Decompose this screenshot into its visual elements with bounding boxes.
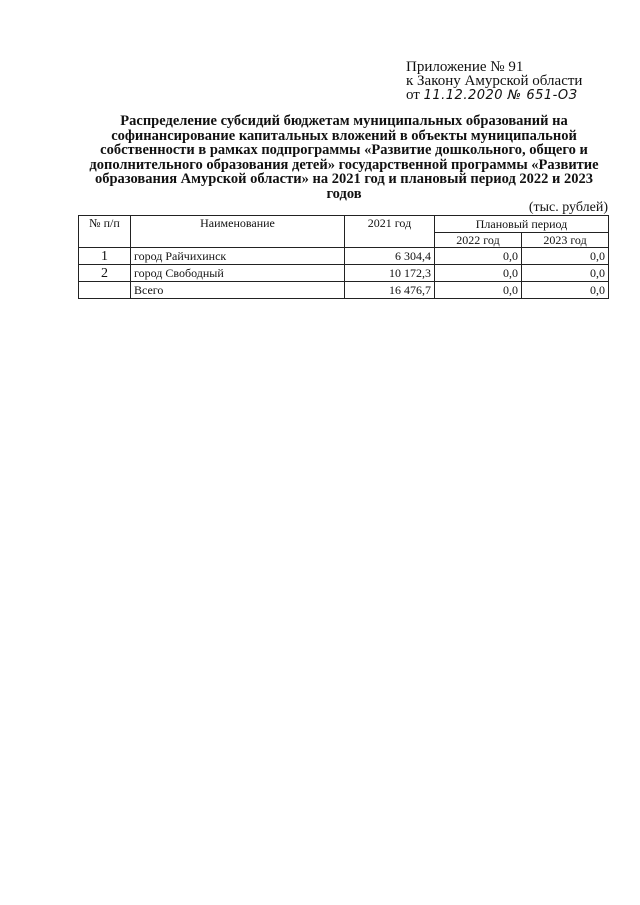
header-2022: 2022 год — [435, 233, 522, 248]
total-num-empty — [79, 282, 131, 299]
row-value-2023: 0,0 — [522, 265, 609, 282]
row-value-2023: 0,0 — [522, 248, 609, 265]
row-name: город Райчихинск — [131, 248, 345, 265]
header-2021: 2021 год — [345, 216, 435, 248]
table-row — [79, 265, 609, 282]
header-planned-period: Плановый период — [435, 216, 609, 233]
appendix-number: Приложение № 91 — [406, 59, 524, 75]
appendix-date — [406, 88, 626, 103]
document-title: Распределение субсидий бюджетам муниципальных образований на софинансирование капитальных вложений в объекты муниципальной собственности в рамках подпрограммы «Развитие дошкольного, общего и дополнительного образования детей» государственной программы «Развитие образования Амурской области» на 2021 год и плановый период 2022 и 2023 годов — [89, 113, 599, 202]
appendix-block — [406, 60, 626, 103]
row-value-2022: 0,0 — [435, 248, 522, 265]
units-label: (тыс. рублей) — [528, 200, 608, 215]
header-name: Наименование — [131, 216, 345, 248]
table-row — [79, 248, 609, 265]
header-num: № п/п — [79, 216, 131, 248]
total-value-2023: 0,0 — [522, 282, 609, 299]
table-total-row — [79, 282, 609, 299]
row-num: 2 — [79, 265, 131, 282]
total-label: Всего — [131, 282, 345, 299]
appendix-date-prefix: от — [406, 87, 420, 103]
row-value-2021: 10 172,3 — [345, 265, 435, 282]
appendix-law: к Закону Амурской области — [406, 73, 583, 89]
handwritten-date-number: 11.12.2020 № 651-ОЗ — [423, 88, 578, 103]
row-value-2022: 0,0 — [435, 265, 522, 282]
row-value-2021: 6 304,4 — [345, 248, 435, 265]
header-2023: 2023 год — [522, 233, 609, 248]
subsidy-table — [78, 215, 609, 299]
row-num: 1 — [79, 248, 131, 265]
table-header-row — [79, 216, 609, 233]
total-value-2022: 0,0 — [435, 282, 522, 299]
row-name: город Свободный — [131, 265, 345, 282]
total-value-2021: 16 476,7 — [345, 282, 435, 299]
